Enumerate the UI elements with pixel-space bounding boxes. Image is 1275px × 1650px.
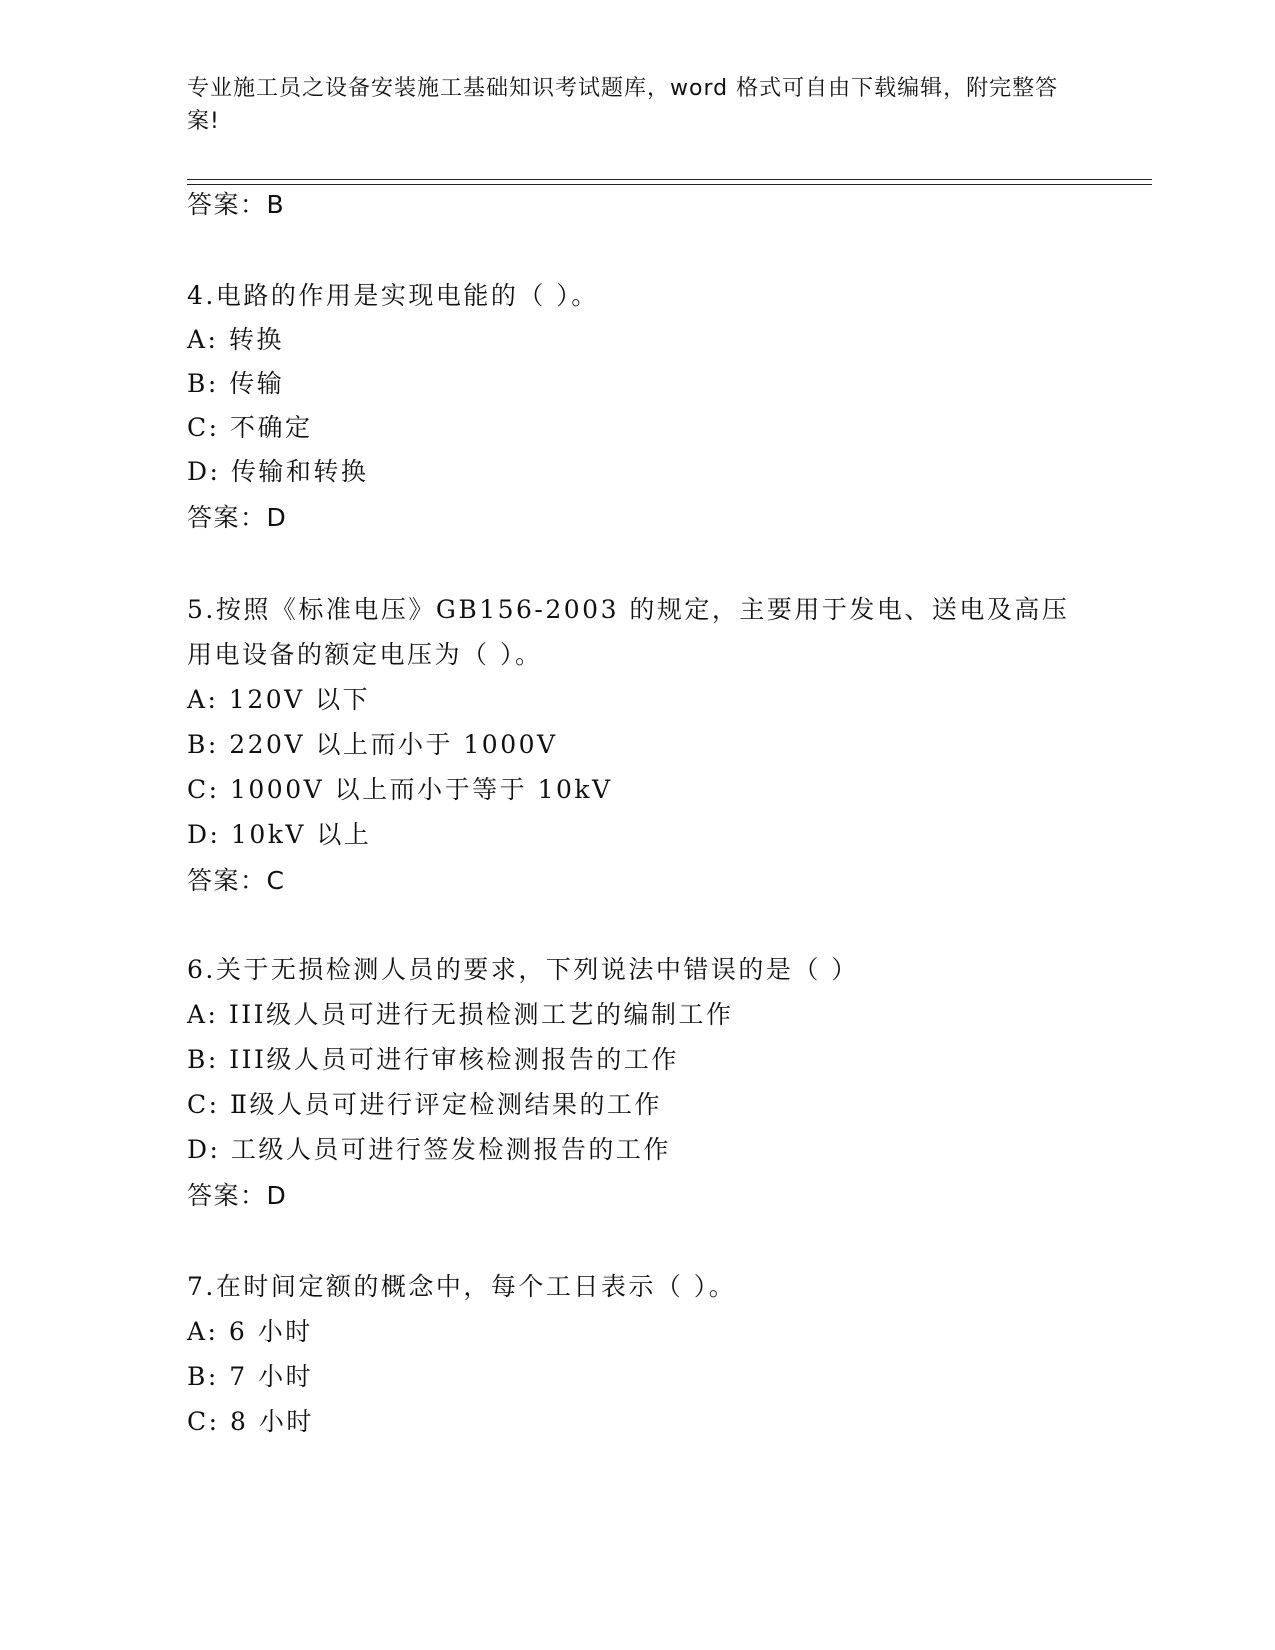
question-6-answer: 答案：D [187,1181,288,1210]
question-6-option-b: B: III级人员可进行审核检测报告的工作 [187,1045,679,1074]
question-7-stem: 7.在时间定额的概念中，每个工日表示（ ）。 [187,1272,737,1301]
question-6-option-a: A: III级人员可进行无损检测工艺的编制工作 [187,1000,734,1029]
question-4-option-b: B: 传输 [187,369,285,398]
question-6-stem: 6.关于无损检测人员的要求，下列说法中错误的是（ ） [187,955,859,984]
question-5-stem-line2: 用电设备的额定电压为（ ）。 [187,640,543,669]
question-4-option-c: C: 不确定 [187,413,313,442]
question-5-option-c: C: 1000V 以上而小于等于 10kV [187,775,613,804]
question-6-option-d: D: 工级人员可进行签发检测报告的工作 [187,1135,671,1164]
question-7-option-c: C: 8 小时 [187,1407,314,1436]
question-5-option-a: A: 120V 以下 [187,685,371,714]
header-rule-bottom [187,184,1152,185]
question-4-answer: 答案：D [187,503,288,532]
question-7-option-a: A: 6 小时 [187,1317,313,1346]
question-4-stem: 4.电路的作用是实现电能的（ ）。 [187,281,599,310]
question-4-option-d: D: 传输和转换 [187,457,369,486]
question-6-option-c: C: Ⅱ级人员可进行评定检测结果的工作 [187,1090,662,1119]
question-4-option-a: A: 转换 [187,325,284,354]
question-5-answer: 答案：C [187,866,286,895]
header-rule-top [187,179,1152,180]
document-header: 专业施工员之设备安装施工基础知识考试题库，word 格式可自由下载编辑，附完整答案! [187,76,1059,134]
question-5-option-d: D: 10kV 以上 [187,820,372,849]
question-5-option-b: B: 220V 以上而小于 1000V [187,730,558,759]
question-5-stem-line1: 5.按照《标准电压》GB156-2003 的规定，主要用于发电、送电及高压 [187,595,1070,624]
answer-prev: 答案：B [187,190,286,219]
question-7-option-b: B: 7 小时 [187,1362,314,1391]
